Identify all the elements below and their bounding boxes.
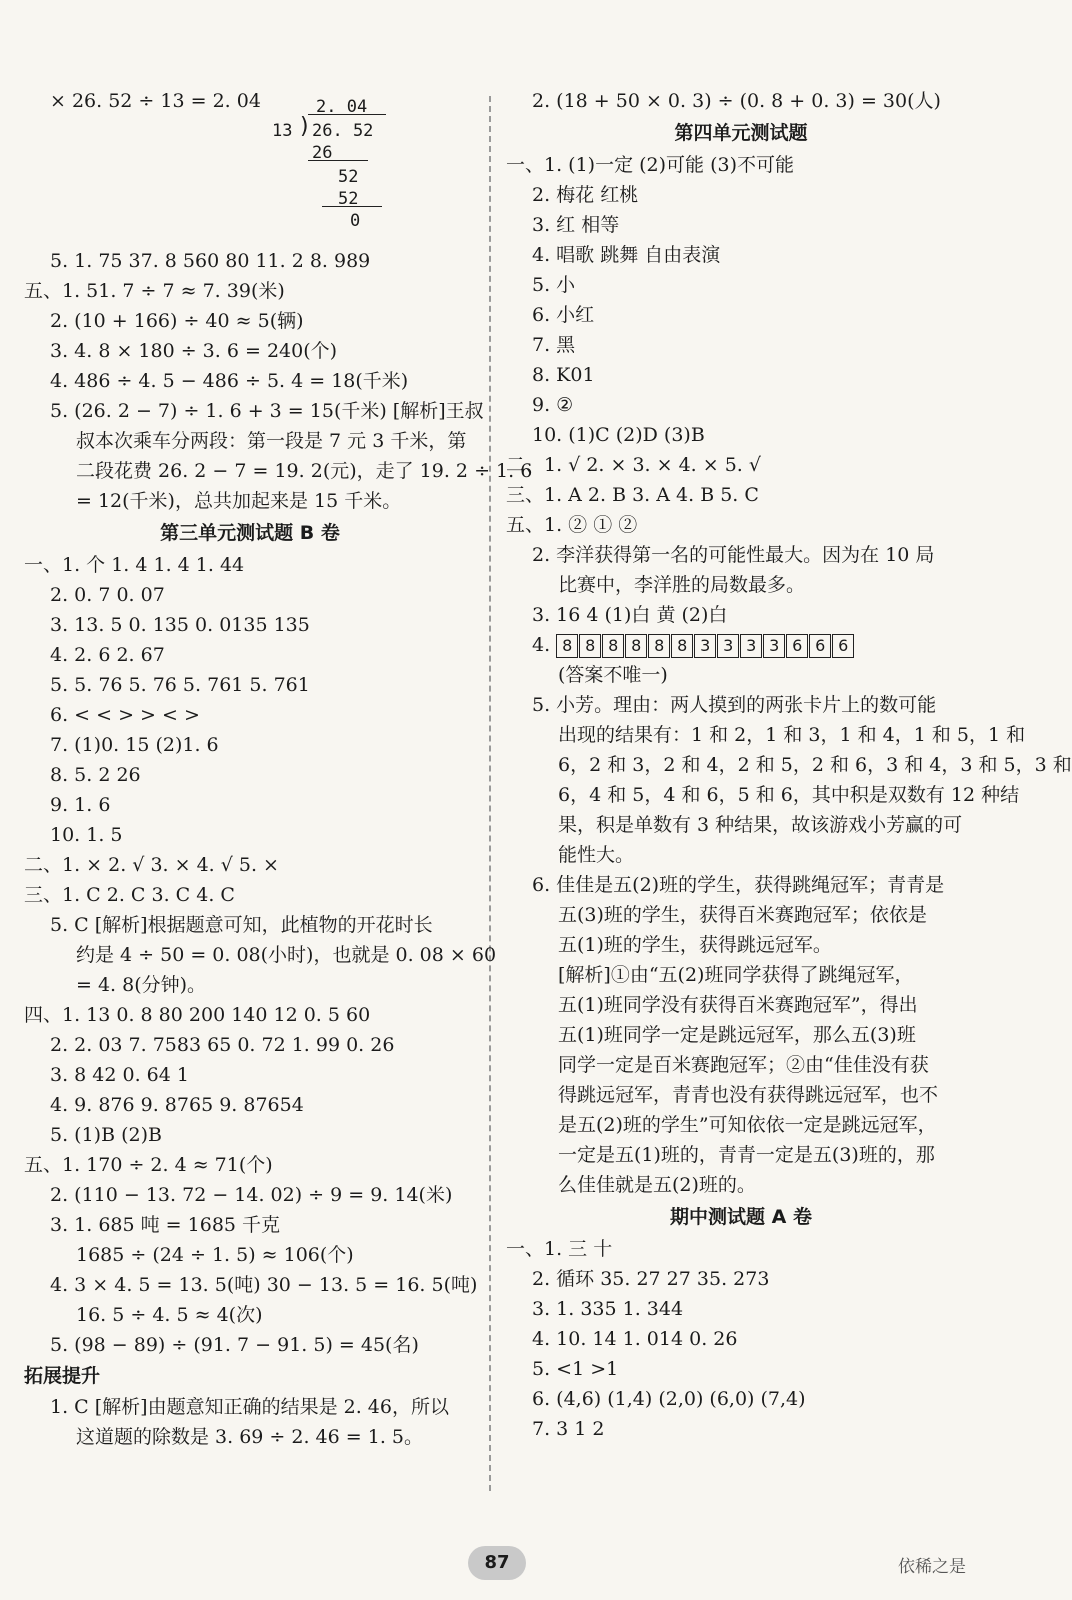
section-heading-unit3b: 第三单元测试题 B 卷 xyxy=(160,522,340,544)
remainder-1: 52 xyxy=(338,167,359,187)
answer-line: 7. 3 1 2 xyxy=(532,1418,605,1440)
answer-line: 一、1. 三 十 xyxy=(506,1238,613,1260)
division-bracket: ) xyxy=(298,114,312,139)
corner-text: 依稀之是 xyxy=(898,1557,966,1577)
answer-line: 5. C [解析]根据题意可知，此植物的开花时长 xyxy=(50,914,433,936)
answer-line: 一定是五(1)班的，青青一定是五(3)班的，那 xyxy=(558,1144,935,1166)
answer-line: = 4. 8(分钟)。 xyxy=(76,974,207,996)
answer-line: = 12(千米)，总共加起来是 15 千米。 xyxy=(76,490,402,512)
answer-line: 能性大。 xyxy=(558,844,635,866)
section-heading-midterm-a: 期中测试题 A 卷 xyxy=(670,1206,812,1228)
answer-line: 一、1. 个 1. 4 1. 4 1. 44 xyxy=(24,554,245,576)
answer-line: 二段花费 26. 2 − 7 = 19. 2(元)，走了 19. 2 ÷ 1. 6 xyxy=(76,460,533,482)
answer-line: 6，4 和 5，4 和 6，5 和 6，其中积是双数有 12 种结 xyxy=(558,784,1020,806)
answer-line: 五(3)班的学生，获得百米赛跑冠军；依依是 xyxy=(558,904,927,926)
answer-line: 四、1. 13 0. 8 80 200 140 12 0. 5 60 xyxy=(24,1004,371,1026)
answer-line: 4. 9. 876 9. 8765 9. 87654 xyxy=(50,1094,304,1116)
answer-line: 6. < < > > < > xyxy=(50,704,200,726)
answer-line: 3. 8 42 0. 64 1 xyxy=(50,1064,189,1086)
card-box: 8 xyxy=(625,634,647,658)
answer-line: 五(1)班的学生，获得跳远冠军。 xyxy=(558,934,832,956)
answer-line: 叔本次乘车分两段：第一段是 7 元 3 千米，第 xyxy=(76,430,467,452)
answer-line: 4. 10. 14 1. 014 0. 26 xyxy=(532,1328,738,1350)
answer-line: 2. (10 + 166) ÷ 40 ≈ 5(辆) xyxy=(50,310,304,332)
answer-line: 5. 5. 76 5. 76 5. 761 5. 761 xyxy=(50,674,310,696)
answer-line: 2. 循环 35. 27 27 35. 273 xyxy=(532,1268,770,1290)
card-sequence-line xyxy=(506,630,976,660)
answer-line: 8. K01 xyxy=(532,364,595,386)
answer-line: 三、1. A 2. B 3. A 4. B 5. C xyxy=(506,484,759,506)
answer-line: 2. 0. 7 0. 07 xyxy=(50,584,165,606)
dividend: 26. 52 xyxy=(312,121,374,141)
answer-line: 16. 5 ÷ 4. 5 ≈ 4(次) xyxy=(76,1304,263,1326)
answer-line: 10. 1. 5 xyxy=(50,824,123,846)
answer-line: 同学一定是百米赛跑冠军；②由“佳佳没有获 xyxy=(558,1054,929,1076)
partial-1: 26 xyxy=(312,143,333,163)
remainder-final: 0 xyxy=(350,211,361,231)
answer-line: 6，2 和 3，2 和 4，2 和 5，2 和 6，3 和 4，3 和 5，3 和 xyxy=(558,754,1072,776)
card-box: 8 xyxy=(602,634,624,658)
answer-line: 得跳远冠军，青青也没有获得跳远冠军，也不 xyxy=(558,1084,939,1106)
answer-line: 五(1)班同学一定是跳远冠军，那么五(3)班 xyxy=(558,1024,916,1046)
card-box: 8 xyxy=(671,634,693,658)
answer-line: 3. 16 4 (1)白 黄 (2)白 xyxy=(532,604,728,626)
answer-line: 5. (26. 2 − 7) ÷ 1. 6 + 3 = 15(千米) [解析]王叔 xyxy=(50,400,484,422)
answer-line: 比赛中，李洋胜的局数最多。 xyxy=(558,574,806,596)
answer-line: 2. 李洋获得第一名的可能性最大。因为在 10 局 xyxy=(532,544,935,566)
long-division xyxy=(272,92,412,231)
right-column xyxy=(506,86,1072,1444)
answer-line: 4. 2. 6 2. 67 xyxy=(50,644,165,666)
answer-line: 5. (1)B (2)B xyxy=(50,1124,162,1146)
division-block xyxy=(24,86,476,246)
answer-line: 五、1. 51. 7 ÷ 7 ≈ 7. 39(米) xyxy=(24,280,285,302)
answer-line: 6. 小红 xyxy=(532,304,595,326)
answer-line: 3. 13. 5 0. 135 0. 0135 135 xyxy=(50,614,310,636)
answer-line: 2. 2. 03 7. 7583 65 0. 72 1. 99 0. 26 xyxy=(50,1034,395,1056)
answer-line: 3. 4. 8 × 180 ÷ 3. 6 = 240(个) xyxy=(50,340,338,362)
answer-line: 5. (98 − 89) ÷ (91. 7 − 91. 5) = 45(名) xyxy=(50,1334,419,1356)
answer-line: 2. (18 + 50 × 0. 3) ÷ (0. 8 + 0. 3) = 30(人) xyxy=(532,90,941,112)
answer-line: 6. 佳佳是五(2)班的学生，获得跳绳冠军；青青是 xyxy=(532,874,945,896)
answer-line: 3. 红 相等 xyxy=(532,214,620,236)
card-box: 3 xyxy=(694,634,716,658)
answer-line: 二、1. √ 2. × 3. × 4. × 5. √ xyxy=(506,454,761,476)
answer-line: 9. ② xyxy=(532,394,574,416)
left-column xyxy=(24,86,533,1452)
answer-line: 2. (110 − 13. 72 − 14. 02) ÷ 9 = 9. 14(米) xyxy=(50,1184,453,1206)
answer-line: 7. 黑 xyxy=(532,334,576,356)
card-box: 6 xyxy=(832,634,854,658)
answer-line: 7. (1)0. 15 (2)1. 6 xyxy=(50,734,219,756)
answer-line: 4. 3 × 4. 5 = 13. 5(吨) 30 − 13. 5 = 16. 5(吨) xyxy=(50,1274,478,1296)
answer-line: 三、1. C 2. C 3. C 4. C xyxy=(24,884,235,906)
card-box: 3 xyxy=(717,634,739,658)
answer-line: 二、1. × 2. √ 3. × 4. √ 5. × xyxy=(24,854,279,876)
answer-line: [解析]①由“五(2)班同学获得了跳绳冠军， xyxy=(558,964,914,986)
answer-line: 5. 小芳。理由：两人摸到的两张卡片上的数可能 xyxy=(532,694,937,716)
card-box: 6 xyxy=(786,634,808,658)
answer-line: 五(1)班同学没有获得百米赛跑冠军”，得出 xyxy=(558,994,918,1016)
column-divider xyxy=(489,96,491,1491)
division-equation: × 26. 52 ÷ 13 = 2. 04 xyxy=(50,90,261,112)
answer-line: 一、1. (1)一定 (2)可能 (3)不可能 xyxy=(506,154,794,176)
answer-line: 6. (4,6) (1,4) (2,0) (6,0) (7,4) xyxy=(532,1388,806,1410)
answer-line: 4. 唱歌 跳舞 自由表演 xyxy=(532,244,721,266)
answer-line: 2. 梅花 红桃 xyxy=(532,184,639,206)
answer-line: 3. 1. 335 1. 344 xyxy=(532,1298,684,1320)
card-item-number: 4. xyxy=(532,634,551,656)
answer-line: (答案不唯一) xyxy=(558,664,668,686)
answer-line: 么佳佳就是五(2)班的。 xyxy=(558,1174,756,1196)
page-number: 87 xyxy=(468,1546,526,1580)
answer-line: 五、1. 170 ÷ 2. 4 ≈ 71(个) xyxy=(24,1154,273,1176)
answer-line: 1. C [解析]由题意知正确的结果是 2. 46，所以 xyxy=(50,1396,449,1418)
answer-line: 8. 5. 2 26 xyxy=(50,764,141,786)
quotient: 2. 04 xyxy=(316,97,368,117)
answer-line: 10. (1)C (2)D (3)B xyxy=(532,424,705,446)
answer-line: 出现的结果有：1 和 2，1 和 3，1 和 4，1 和 5，1 和 xyxy=(558,724,1026,746)
answer-line: 五、1. ② ① ② xyxy=(506,514,638,536)
answer-line: 1685 ÷ (24 ÷ 1. 5) ≈ 106(个) xyxy=(76,1244,354,1266)
answer-line: 5. <1 >1 xyxy=(532,1358,619,1380)
extension-title: 拓展提升 xyxy=(24,1365,101,1387)
answer-line: 4. 486 ÷ 4. 5 − 486 ÷ 5. 4 = 18(千米) xyxy=(50,370,409,392)
answer-line: 3. 1. 685 吨 = 1685 千克 xyxy=(50,1214,281,1236)
section-heading-unit4: 第四单元测试题 xyxy=(674,122,808,144)
answer-line: 9. 1. 6 xyxy=(50,794,111,816)
card-box: 6 xyxy=(809,634,831,658)
card-box: 8 xyxy=(579,634,601,658)
answer-line: 果，积是单数有 3 种结果，故该游戏小芳赢的可 xyxy=(558,814,963,836)
answer-line: 这道题的除数是 3. 69 ÷ 2. 46 = 1. 5。 xyxy=(76,1426,423,1448)
answer-line: 约是 4 ÷ 50 = 0. 08(小时)，也就是 0. 08 × 60 xyxy=(76,944,497,966)
card-box: 8 xyxy=(556,634,578,658)
divisor: 13 xyxy=(272,121,293,141)
card-box: 3 xyxy=(740,634,762,658)
answer-line: 5. 1. 75 37. 8 560 80 11. 2 8. 989 xyxy=(50,250,371,272)
answer-line: 是五(2)班的学生”可知依依一定是跳远冠军， xyxy=(558,1114,937,1136)
card-box: 8 xyxy=(648,634,670,658)
partial-2: 52 xyxy=(338,189,359,209)
answer-line: 5. 小 xyxy=(532,274,576,296)
card-boxes xyxy=(556,634,855,658)
card-box: 3 xyxy=(763,634,785,658)
